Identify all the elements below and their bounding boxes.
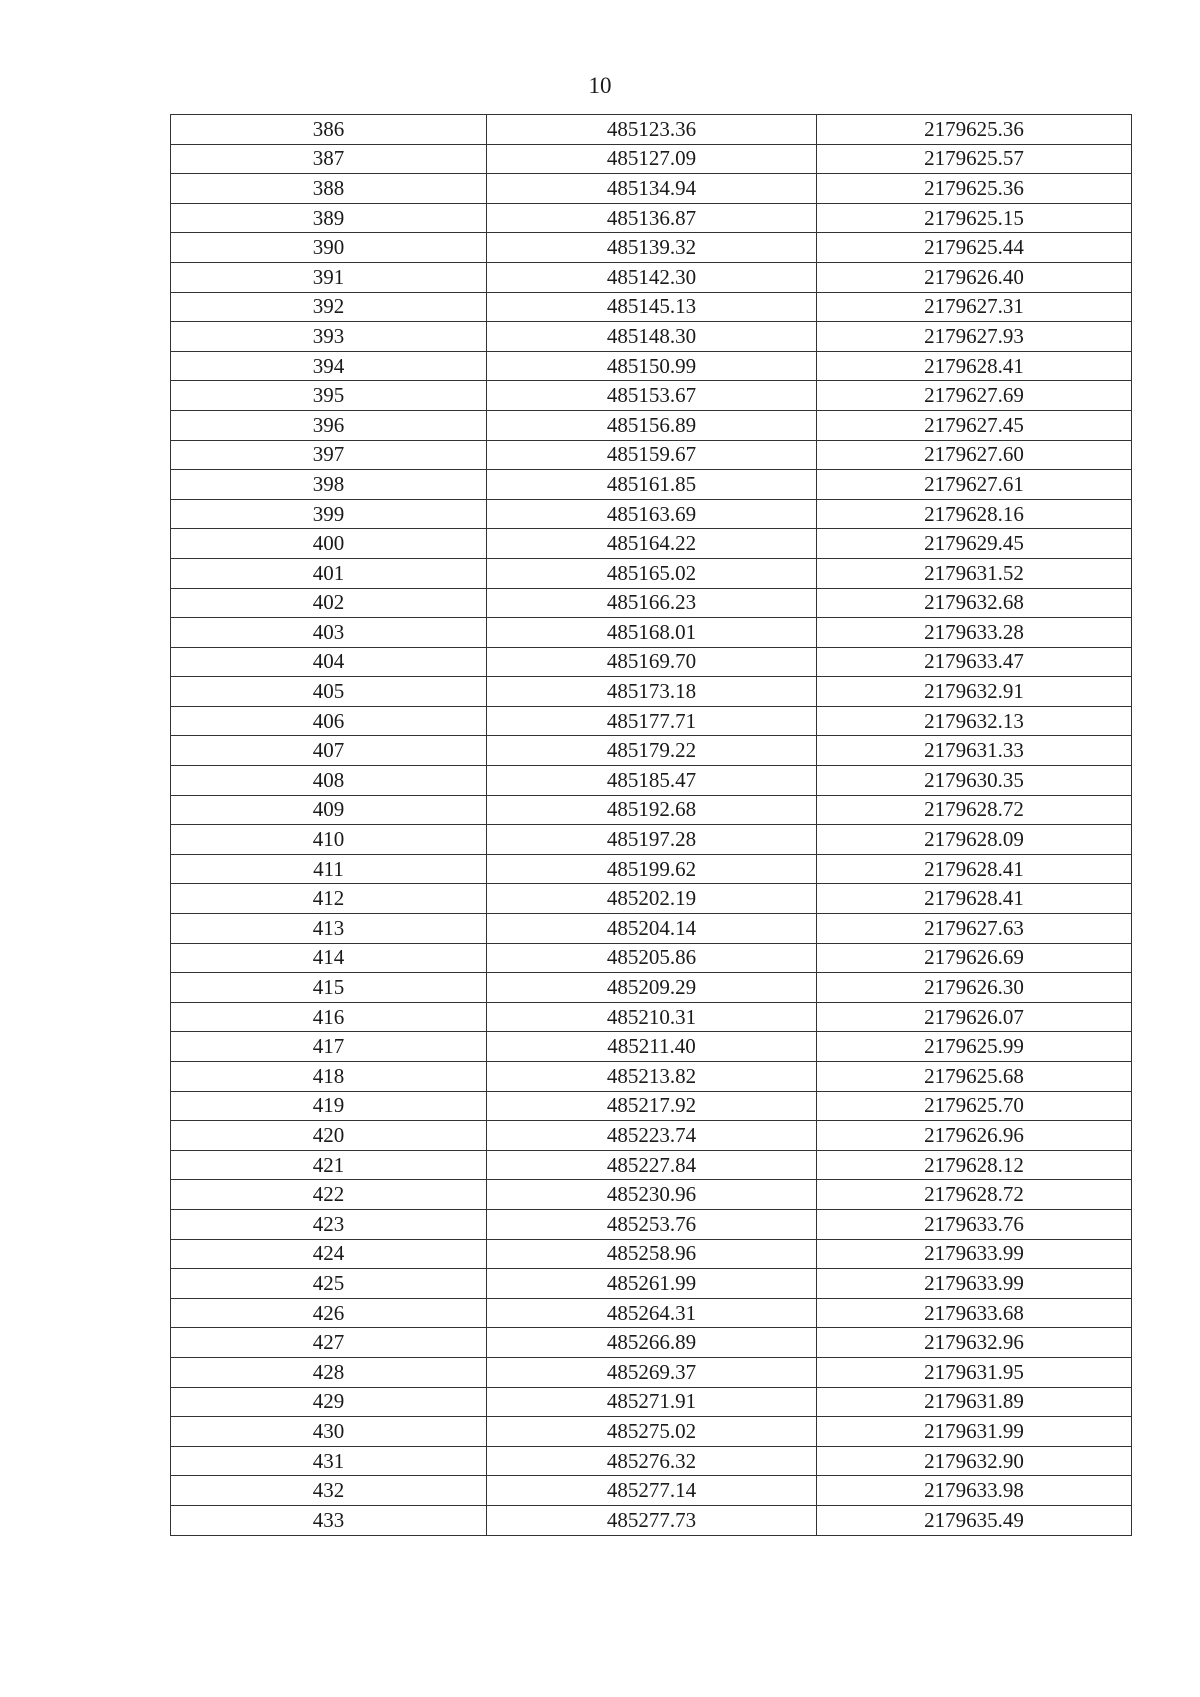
- coordinates-table-body: [171, 115, 1132, 1536]
- table-row: [171, 1328, 1132, 1358]
- table-row: [171, 1209, 1132, 1239]
- point-number-cell: 410: [171, 825, 487, 855]
- point-number-cell: 400: [171, 529, 487, 559]
- point-number-cell: 409: [171, 795, 487, 825]
- x-coordinate-cell: 485164.22: [487, 529, 817, 559]
- table-row: [171, 618, 1132, 648]
- y-coordinate-cell: 2179631.95: [817, 1357, 1132, 1387]
- table-row: [171, 706, 1132, 736]
- x-coordinate-cell: 485139.32: [487, 233, 817, 263]
- table-row: [171, 1269, 1132, 1299]
- x-coordinate-cell: 485277.73: [487, 1505, 817, 1535]
- y-coordinate-cell: 2179628.41: [817, 351, 1132, 381]
- x-coordinate-cell: 485217.92: [487, 1091, 817, 1121]
- point-number-cell: 402: [171, 588, 487, 618]
- table-row: [171, 1002, 1132, 1032]
- point-number-cell: 426: [171, 1298, 487, 1328]
- x-coordinate-cell: 485173.18: [487, 677, 817, 707]
- x-coordinate-cell: 485163.69: [487, 499, 817, 529]
- point-number-cell: 394: [171, 351, 487, 381]
- table-row: [171, 292, 1132, 322]
- point-number-cell: 408: [171, 766, 487, 796]
- x-coordinate-cell: 485261.99: [487, 1269, 817, 1299]
- x-coordinate-cell: 485153.67: [487, 381, 817, 411]
- point-number-cell: 421: [171, 1150, 487, 1180]
- table-row: [171, 1298, 1132, 1328]
- y-coordinate-cell: 2179631.99: [817, 1417, 1132, 1447]
- table-row: [171, 795, 1132, 825]
- y-coordinate-cell: 2179626.07: [817, 1002, 1132, 1032]
- y-coordinate-cell: 2179633.99: [817, 1269, 1132, 1299]
- table-row: [171, 736, 1132, 766]
- x-coordinate-cell: 485150.99: [487, 351, 817, 381]
- x-coordinate-cell: 485202.19: [487, 884, 817, 914]
- point-number-cell: 405: [171, 677, 487, 707]
- table-row: [171, 1150, 1132, 1180]
- y-coordinate-cell: 2179625.36: [817, 174, 1132, 204]
- y-coordinate-cell: 2179626.96: [817, 1121, 1132, 1151]
- y-coordinate-cell: 2179627.93: [817, 322, 1132, 352]
- x-coordinate-cell: 485266.89: [487, 1328, 817, 1358]
- y-coordinate-cell: 2179625.15: [817, 203, 1132, 233]
- coordinates-table: [170, 114, 1132, 1536]
- table-row: [171, 529, 1132, 559]
- x-coordinate-cell: 485258.96: [487, 1239, 817, 1269]
- table-row: [171, 825, 1132, 855]
- x-coordinate-cell: 485159.67: [487, 440, 817, 470]
- x-coordinate-cell: 485156.89: [487, 410, 817, 440]
- point-number-cell: 419: [171, 1091, 487, 1121]
- point-number-cell: 427: [171, 1328, 487, 1358]
- y-coordinate-cell: 2179625.70: [817, 1091, 1132, 1121]
- point-number-cell: 388: [171, 174, 487, 204]
- point-number-cell: 433: [171, 1505, 487, 1535]
- x-coordinate-cell: 485123.36: [487, 115, 817, 145]
- table-row: [171, 943, 1132, 973]
- x-coordinate-cell: 485211.40: [487, 1032, 817, 1062]
- x-coordinate-cell: 485204.14: [487, 914, 817, 944]
- table-row: [171, 914, 1132, 944]
- table-row: [171, 647, 1132, 677]
- table-row: [171, 410, 1132, 440]
- y-coordinate-cell: 2179628.41: [817, 884, 1132, 914]
- x-coordinate-cell: 485185.47: [487, 766, 817, 796]
- x-coordinate-cell: 485199.62: [487, 854, 817, 884]
- table-row: [171, 470, 1132, 500]
- point-number-cell: 414: [171, 943, 487, 973]
- point-number-cell: 392: [171, 292, 487, 322]
- table-row: [171, 884, 1132, 914]
- table-row: [171, 233, 1132, 263]
- table-row: [171, 1446, 1132, 1476]
- point-number-cell: 404: [171, 647, 487, 677]
- point-number-cell: 387: [171, 144, 487, 174]
- table-row: [171, 1180, 1132, 1210]
- point-number-cell: 403: [171, 618, 487, 648]
- y-coordinate-cell: 2179627.61: [817, 470, 1132, 500]
- table-row: [171, 588, 1132, 618]
- point-number-cell: 415: [171, 973, 487, 1003]
- y-coordinate-cell: 2179626.69: [817, 943, 1132, 973]
- x-coordinate-cell: 485210.31: [487, 1002, 817, 1032]
- x-coordinate-cell: 485227.84: [487, 1150, 817, 1180]
- table-row: [171, 1476, 1132, 1506]
- x-coordinate-cell: 485165.02: [487, 558, 817, 588]
- table-row: [171, 381, 1132, 411]
- x-coordinate-cell: 485230.96: [487, 1180, 817, 1210]
- table-row: [171, 1091, 1132, 1121]
- point-number-cell: 430: [171, 1417, 487, 1447]
- table-row: [171, 677, 1132, 707]
- table-row: [171, 973, 1132, 1003]
- x-coordinate-cell: 485166.23: [487, 588, 817, 618]
- y-coordinate-cell: 2179625.57: [817, 144, 1132, 174]
- point-number-cell: 397: [171, 440, 487, 470]
- y-coordinate-cell: 2179631.52: [817, 558, 1132, 588]
- table-row: [171, 558, 1132, 588]
- y-coordinate-cell: 2179625.99: [817, 1032, 1132, 1062]
- y-coordinate-cell: 2179625.44: [817, 233, 1132, 263]
- y-coordinate-cell: 2179633.47: [817, 647, 1132, 677]
- table-row: [171, 1062, 1132, 1092]
- table-row: [171, 499, 1132, 529]
- y-coordinate-cell: 2179633.98: [817, 1476, 1132, 1506]
- table-row: [171, 854, 1132, 884]
- x-coordinate-cell: 485142.30: [487, 262, 817, 292]
- x-coordinate-cell: 485197.28: [487, 825, 817, 855]
- point-number-cell: 417: [171, 1032, 487, 1062]
- table-row: [171, 1121, 1132, 1151]
- table-row: [171, 1239, 1132, 1269]
- table-row: [171, 351, 1132, 381]
- y-coordinate-cell: 2179632.13: [817, 706, 1132, 736]
- y-coordinate-cell: 2179628.72: [817, 795, 1132, 825]
- point-number-cell: 406: [171, 706, 487, 736]
- x-coordinate-cell: 485169.70: [487, 647, 817, 677]
- point-number-cell: 393: [171, 322, 487, 352]
- y-coordinate-cell: 2179633.99: [817, 1239, 1132, 1269]
- y-coordinate-cell: 2179628.09: [817, 825, 1132, 855]
- y-coordinate-cell: 2179626.30: [817, 973, 1132, 1003]
- y-coordinate-cell: 2179625.68: [817, 1062, 1132, 1092]
- x-coordinate-cell: 485177.71: [487, 706, 817, 736]
- point-number-cell: 432: [171, 1476, 487, 1506]
- x-coordinate-cell: 485209.29: [487, 973, 817, 1003]
- x-coordinate-cell: 485253.76: [487, 1209, 817, 1239]
- y-coordinate-cell: 2179632.68: [817, 588, 1132, 618]
- point-number-cell: 401: [171, 558, 487, 588]
- x-coordinate-cell: 485213.82: [487, 1062, 817, 1092]
- y-coordinate-cell: 2179628.12: [817, 1150, 1132, 1180]
- y-coordinate-cell: 2179628.16: [817, 499, 1132, 529]
- y-coordinate-cell: 2179632.90: [817, 1446, 1132, 1476]
- x-coordinate-cell: 485127.09: [487, 144, 817, 174]
- point-number-cell: 424: [171, 1239, 487, 1269]
- y-coordinate-cell: 2179631.33: [817, 736, 1132, 766]
- point-number-cell: 386: [171, 115, 487, 145]
- point-number-cell: 390: [171, 233, 487, 263]
- x-coordinate-cell: 485145.13: [487, 292, 817, 322]
- y-coordinate-cell: 2179627.60: [817, 440, 1132, 470]
- point-number-cell: 395: [171, 381, 487, 411]
- table-row: [171, 203, 1132, 233]
- point-number-cell: 422: [171, 1180, 487, 1210]
- x-coordinate-cell: 485136.87: [487, 203, 817, 233]
- point-number-cell: 429: [171, 1387, 487, 1417]
- y-coordinate-cell: 2179626.40: [817, 262, 1132, 292]
- point-number-cell: 428: [171, 1357, 487, 1387]
- point-number-cell: 411: [171, 854, 487, 884]
- point-number-cell: 425: [171, 1269, 487, 1299]
- point-number-cell: 420: [171, 1121, 487, 1151]
- x-coordinate-cell: 485161.85: [487, 470, 817, 500]
- point-number-cell: 396: [171, 410, 487, 440]
- table-row: [171, 322, 1132, 352]
- table-row: [171, 174, 1132, 204]
- table-row: [171, 144, 1132, 174]
- table-row: [171, 766, 1132, 796]
- x-coordinate-cell: 485223.74: [487, 1121, 817, 1151]
- x-coordinate-cell: 485276.32: [487, 1446, 817, 1476]
- x-coordinate-cell: 485277.14: [487, 1476, 817, 1506]
- point-number-cell: 418: [171, 1062, 487, 1092]
- y-coordinate-cell: 2179633.28: [817, 618, 1132, 648]
- page-number: 10: [588, 73, 612, 98]
- x-coordinate-cell: 485192.68: [487, 795, 817, 825]
- point-number-cell: 399: [171, 499, 487, 529]
- y-coordinate-cell: 2179635.49: [817, 1505, 1132, 1535]
- table-row: [171, 115, 1132, 145]
- y-coordinate-cell: 2179630.35: [817, 766, 1132, 796]
- x-coordinate-cell: 485264.31: [487, 1298, 817, 1328]
- y-coordinate-cell: 2179627.31: [817, 292, 1132, 322]
- x-coordinate-cell: 485168.01: [487, 618, 817, 648]
- point-number-cell: 398: [171, 470, 487, 500]
- y-coordinate-cell: 2179625.36: [817, 115, 1132, 145]
- y-coordinate-cell: 2179627.45: [817, 410, 1132, 440]
- y-coordinate-cell: 2179628.72: [817, 1180, 1132, 1210]
- y-coordinate-cell: 2179627.69: [817, 381, 1132, 411]
- y-coordinate-cell: 2179633.68: [817, 1298, 1132, 1328]
- point-number-cell: 423: [171, 1209, 487, 1239]
- y-coordinate-cell: 2179631.89: [817, 1387, 1132, 1417]
- x-coordinate-cell: 485205.86: [487, 943, 817, 973]
- x-coordinate-cell: 485134.94: [487, 174, 817, 204]
- point-number-cell: 413: [171, 914, 487, 944]
- y-coordinate-cell: 2179629.45: [817, 529, 1132, 559]
- point-number-cell: 391: [171, 262, 487, 292]
- y-coordinate-cell: 2179632.91: [817, 677, 1132, 707]
- y-coordinate-cell: 2179633.76: [817, 1209, 1132, 1239]
- point-number-cell: 412: [171, 884, 487, 914]
- point-number-cell: 407: [171, 736, 487, 766]
- x-coordinate-cell: 485179.22: [487, 736, 817, 766]
- x-coordinate-cell: 485271.91: [487, 1387, 817, 1417]
- table-row: [171, 1032, 1132, 1062]
- point-number-cell: 416: [171, 1002, 487, 1032]
- x-coordinate-cell: 485148.30: [487, 322, 817, 352]
- x-coordinate-cell: 485275.02: [487, 1417, 817, 1447]
- table-row: [171, 1417, 1132, 1447]
- y-coordinate-cell: 2179628.41: [817, 854, 1132, 884]
- table-row: [171, 262, 1132, 292]
- y-coordinate-cell: 2179627.63: [817, 914, 1132, 944]
- table-row: [171, 440, 1132, 470]
- x-coordinate-cell: 485269.37: [487, 1357, 817, 1387]
- table-row: [171, 1357, 1132, 1387]
- point-number-cell: 431: [171, 1446, 487, 1476]
- y-coordinate-cell: 2179632.96: [817, 1328, 1132, 1358]
- point-number-cell: 389: [171, 203, 487, 233]
- table-row: [171, 1505, 1132, 1535]
- table-row: [171, 1387, 1132, 1417]
